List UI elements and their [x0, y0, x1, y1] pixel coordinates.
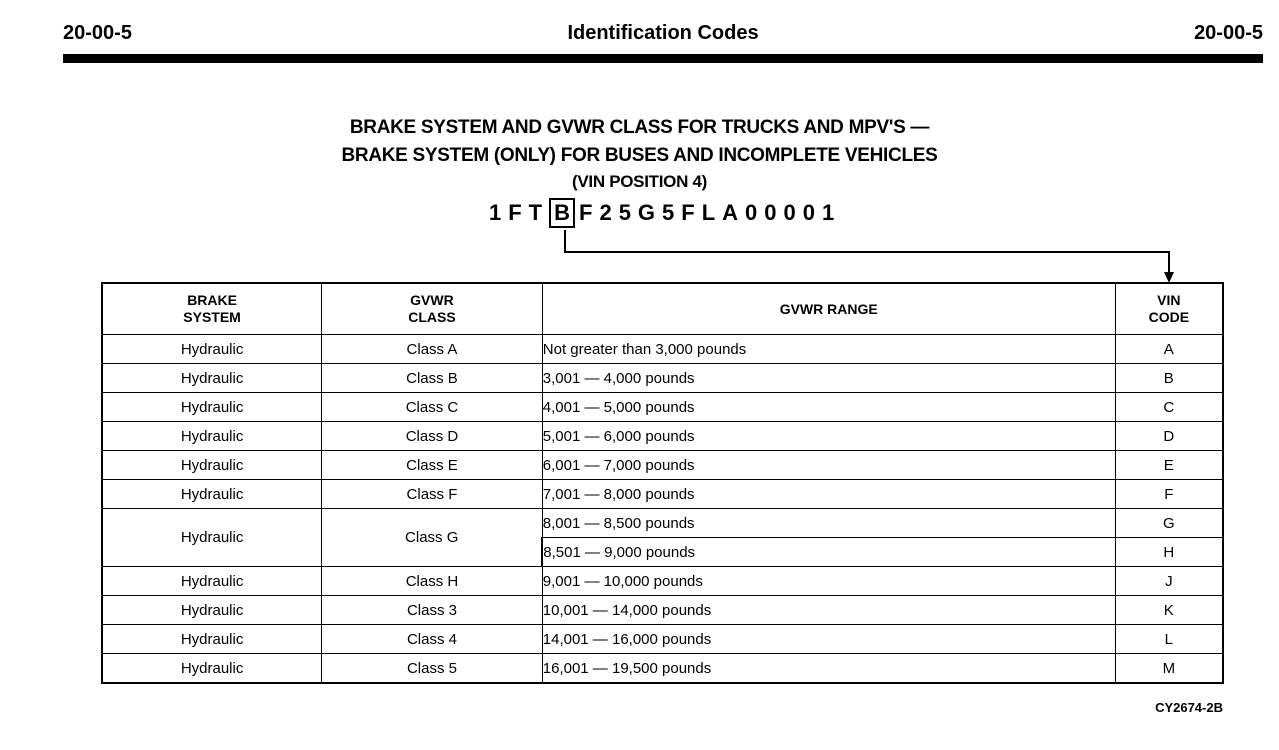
cell-brake: Hydraulic [102, 364, 322, 393]
cell-code: G [1115, 509, 1223, 538]
table-row [102, 335, 1223, 364]
cell-class: Class G [322, 509, 543, 567]
cell-brake: Hydraulic [102, 422, 322, 451]
heading-line-3: (VIN POSITION 4) [572, 172, 707, 191]
cell-code: H [1115, 538, 1223, 567]
cell-brake: Hydraulic [102, 451, 322, 480]
vin-suffix: F25G5FLA00001 [579, 200, 842, 225]
cell-class: Class 4 [322, 625, 543, 654]
table-row [102, 393, 1223, 422]
table-header-row [102, 283, 1223, 335]
header-rule [63, 54, 1263, 63]
cell-code: B [1115, 364, 1223, 393]
page-title: Identification Codes [567, 22, 759, 44]
cell-range: 5,001 — 6,000 pounds [542, 422, 1115, 451]
table-heading [0, 114, 1279, 194]
cell-class: Class H [322, 567, 543, 596]
cell-code: L [1115, 625, 1223, 654]
table-row [102, 654, 1223, 684]
table-row [102, 625, 1223, 654]
cell-brake: Hydraulic [102, 480, 322, 509]
cell-code: M [1115, 654, 1223, 684]
table-row [102, 567, 1223, 596]
header-vin-code: VIN CODE [1115, 283, 1223, 335]
table-row [102, 480, 1223, 509]
cell-brake: Hydraulic [102, 596, 322, 625]
cell-class: Class C [322, 393, 543, 422]
cell-class: Class F [322, 480, 543, 509]
cell-class: Class 5 [322, 654, 543, 684]
vin-prefix: 1FT [489, 200, 550, 225]
cell-range: 6,001 — 7,000 pounds [542, 451, 1115, 480]
cell-range: 16,001 — 19,500 pounds [542, 654, 1115, 684]
table-row [102, 509, 1223, 538]
connector-line [565, 230, 1169, 274]
cell-range: 14,001 — 16,000 pounds [542, 625, 1115, 654]
cell-code: K [1115, 596, 1223, 625]
cell-range: 8,001 — 8,500 pounds [542, 509, 1115, 538]
table-row [102, 451, 1223, 480]
cell-class: Class E [322, 451, 543, 480]
cell-brake: Hydraulic [102, 625, 322, 654]
cell-brake: Hydraulic [102, 654, 322, 684]
cell-class: Class D [322, 422, 543, 451]
cell-code: A [1115, 335, 1223, 364]
figure-id: CY2674-2B [1155, 700, 1223, 715]
cell-code: J [1115, 567, 1223, 596]
table-row [102, 364, 1223, 393]
cell-range: 10,001 — 14,000 pounds [542, 596, 1115, 625]
cell-range: 7,001 — 8,000 pounds [542, 480, 1115, 509]
cell-code: C [1115, 393, 1223, 422]
header-brake-system: BRAKE SYSTEM [102, 283, 322, 335]
cell-brake: Hydraulic [102, 509, 322, 567]
cell-brake: Hydraulic [102, 393, 322, 422]
header-gvwr-class: GVWR CLASS [322, 283, 543, 335]
table-row [102, 422, 1223, 451]
table-row [102, 596, 1223, 625]
header-gvwr-range: GVWR RANGE [542, 283, 1115, 335]
heading-line-1: BRAKE SYSTEM AND GVWR CLASS FOR TRUCKS AND MPV'S — [349, 117, 930, 138]
cell-range: 4,001 — 5,000 pounds [542, 393, 1115, 422]
cell-range: 9,001 — 10,000 pounds [542, 567, 1115, 596]
cell-code: D [1115, 422, 1223, 451]
cell-code: E [1115, 451, 1223, 480]
page-header [63, 22, 1263, 52]
cell-code: F [1115, 480, 1223, 509]
cell-range: Not greater than 3,000 pounds [542, 335, 1115, 364]
vin-highlight-box: B [549, 198, 575, 228]
cell-range: 3,001 — 4,000 pounds [542, 364, 1115, 393]
cell-class: Class A [322, 335, 543, 364]
cell-range: 8,501 — 9,000 pounds [542, 538, 1115, 567]
page-number-left: 20-00-5 [63, 22, 132, 44]
cell-brake: Hydraulic [102, 335, 322, 364]
cell-class: Class 3 [322, 596, 543, 625]
heading-line-2: BRAKE SYSTEM (ONLY) FOR BUSES AND INCOMPLETE VEHICLES [341, 145, 938, 166]
cell-brake: Hydraulic [102, 567, 322, 596]
brake-gvwr-table [101, 282, 1224, 684]
vin-example [489, 198, 841, 232]
page-number-right: 20-00-5 [1194, 22, 1263, 44]
cell-class: Class B [322, 364, 543, 393]
